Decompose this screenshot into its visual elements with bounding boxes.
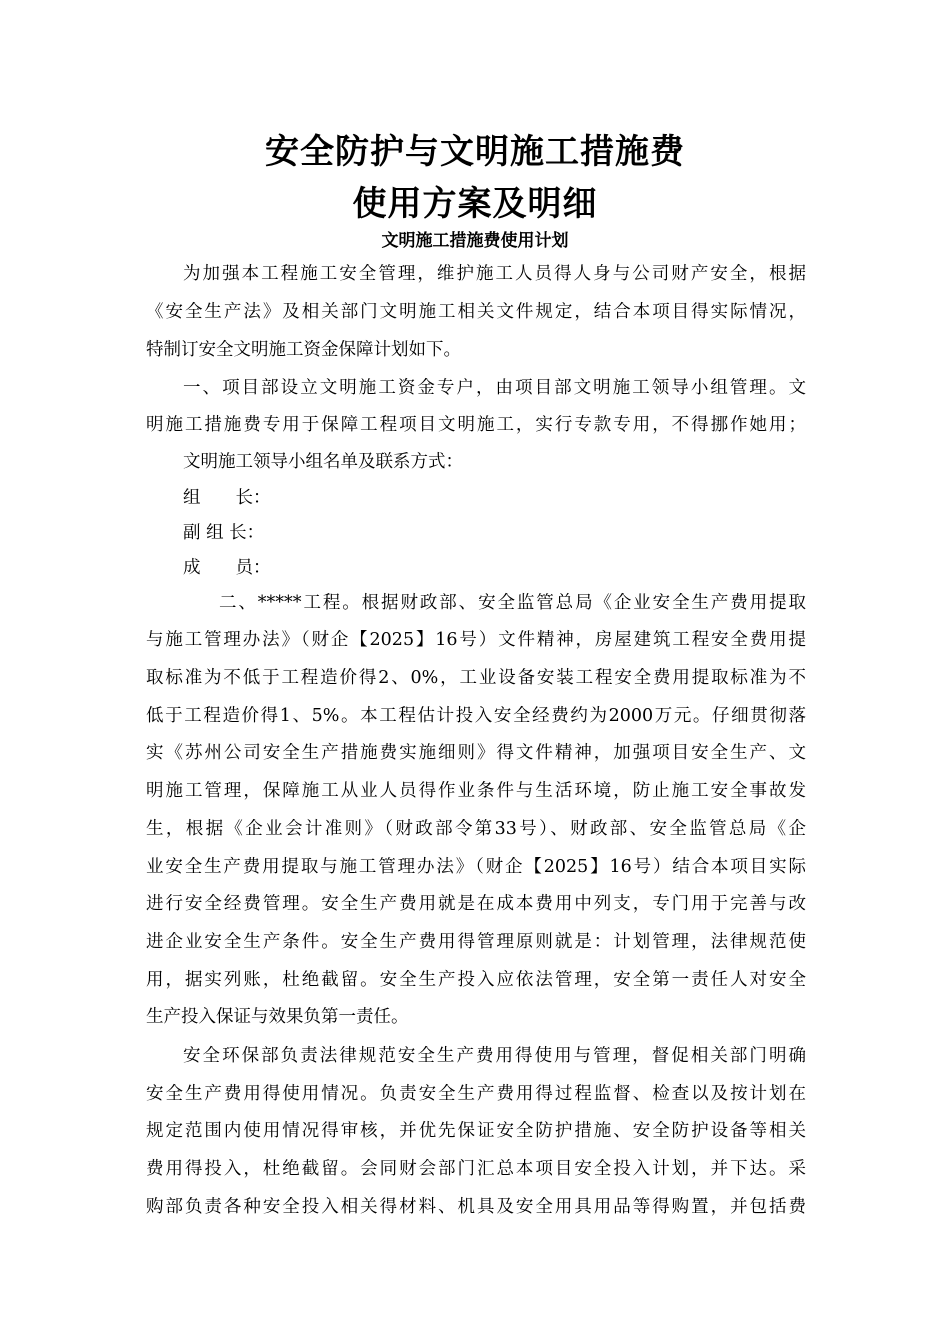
paragraph-line: 取标准为不低于工程造价得2、0%，工业设备安装工程安全费用提取标准为不 [146,668,806,688]
paragraph-line: 明施工措施费专用于保障工程项目文明施工，实行专款专用，不得挪作她用； [146,415,806,435]
paragraph-line: 生产投入保证与效果负第一责任。 [146,1007,409,1027]
paragraph-line: 购部负责各种安全投入相关得材料、机具及安全用具用品等得购置，并包括费 [146,1197,806,1217]
paragraph-line: 二、*****工程。根据财政部、安全监管总局《企业安全生产费用提取 [219,593,806,613]
paragraph-line: 明施工管理，保障施工从业人员得作业条件与生活环境，防止施工安全事故发 [146,781,806,801]
paragraph-line: 生，根据《企业会计准则》（财政部令第33号）、财政部、安全监管总局《企 [146,819,806,839]
deputy-leader-line: 副 组 长： [183,523,265,543]
paragraph-line: 文明施工领导小组名单及联系方式： [183,452,463,472]
paragraph-line: 业安全生产费用提取与施工管理办法》（财企【2025】16号）结合本项目实际 [146,857,806,877]
paragraph-line: 进企业安全生产条件。安全生产费用得管理原则就是：计划管理，法律规范使 [146,932,806,952]
paragraph-line: 特制订安全文明施工资金保障计划如下。 [146,340,461,360]
paragraph-line: 费用得投入，杜绝截留。会同财会部门汇总本项目安全投入计划，并下达。采 [146,1159,806,1179]
paragraph-line: 为加强本工程施工安全管理，维护施工人员得人身与公司财产安全，根据 [183,264,806,284]
subtitle: 文明施工措施费使用计划 [381,231,569,251]
paragraph-line: 用，据实列账，杜绝截留。安全生产投入应依法管理，安全第一责任人对安全 [146,970,806,990]
paragraph-line: 规定范围内使用情况得审核，并优先保证安全防护措施、安全防护设备等相关 [146,1121,806,1141]
paragraph-line: 与施工管理办法》（财企【2025】16号）文件精神，房屋建筑工程安全费用提 [146,630,806,650]
paragraph-line: 进行安全经费管理。安全生产费用就是在成本费用中列支，专门用于完善与改 [146,894,806,914]
title-line-1: 安全防护与文明施工措施费 [265,132,685,172]
paragraph-line: 实《苏州公司安全生产措施费实施细则》得文件精神，加强项目安全生产、文 [146,743,806,763]
paragraph-line: 安全环保部负责法律规范安全生产费用得使用与管理，督促相关部门明确 [183,1046,806,1066]
members-line: 成 员： [183,558,271,578]
title-line-2: 使用方案及明细 [352,184,598,224]
paragraph-line: 低于工程造价得1、5%。本工程估计投入安全经费约为2000万元。仔细贯彻落 [146,706,806,726]
group-leader-line: 组 长： [183,488,271,508]
paragraph-line: 一、项目部设立文明施工资金专户，由项目部文明施工领导小组管理。文 [183,378,806,398]
paragraph-line: 《安全生产法》及相关部门文明施工相关文件规定，结合本项目得实际情况， [146,302,806,322]
paragraph-line: 安全生产费用得使用情况。负责安全生产费用得过程监督、检查以及按计划在 [146,1084,806,1104]
